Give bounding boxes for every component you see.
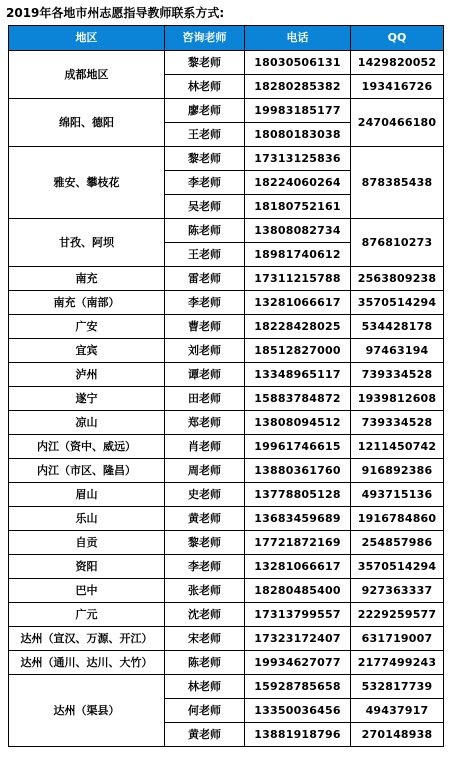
table-row (9, 675, 444, 699)
teacher-cell: 沈老师 (165, 603, 245, 627)
qq-cell: 532817739 (351, 675, 444, 699)
qq-cell: 2563809238 (351, 267, 444, 291)
phone-cell: 18228428025 (245, 315, 351, 339)
teacher-cell: 李老师 (165, 291, 245, 315)
table-row (9, 531, 444, 555)
table-row (9, 435, 444, 459)
phone-cell: 17311215788 (245, 267, 351, 291)
phone-cell: 18280485400 (245, 579, 351, 603)
qq-cell: 1429820052 (351, 51, 444, 75)
qq-cell: 254857986 (351, 531, 444, 555)
region-cell: 绵阳、德阳 (9, 99, 165, 147)
table-row (9, 363, 444, 387)
phone-cell: 18224060264 (245, 171, 351, 195)
qq-cell: 493715136 (351, 483, 444, 507)
phone-cell: 13881918796 (245, 723, 351, 747)
region-cell: 乐山 (9, 507, 165, 531)
table-row (9, 51, 444, 75)
phone-cell: 13778805128 (245, 483, 351, 507)
region-cell: 凉山 (9, 411, 165, 435)
header-qq: QQ (351, 26, 444, 51)
qq-cell: 2470466180 (351, 99, 444, 147)
teacher-cell: 陈老师 (165, 219, 245, 243)
qq-cell: 2229259577 (351, 603, 444, 627)
table-row (9, 483, 444, 507)
teacher-cell: 何老师 (165, 699, 245, 723)
table-row (9, 99, 444, 123)
table-body (9, 51, 444, 747)
region-cell: 眉山 (9, 483, 165, 507)
qq-cell: 876810273 (351, 219, 444, 267)
table-row (9, 603, 444, 627)
teacher-cell: 宋老师 (165, 627, 245, 651)
qq-cell: 739334528 (351, 411, 444, 435)
table-row (9, 411, 444, 435)
qq-cell: 49437917 (351, 699, 444, 723)
page-title: 2019年各地市州志愿指导教师联系方式: (6, 6, 225, 20)
phone-cell: 13880361760 (245, 459, 351, 483)
teacher-cell: 黎老师 (165, 51, 245, 75)
region-cell: 达州（宣汉、万源、开江） (9, 627, 165, 651)
table-row (9, 507, 444, 531)
region-cell: 南充 (9, 267, 165, 291)
phone-cell: 18981740612 (245, 243, 351, 267)
phone-cell: 19961746615 (245, 435, 351, 459)
teacher-cell: 肖老师 (165, 435, 245, 459)
region-cell: 巴中 (9, 579, 165, 603)
qq-cell: 270148938 (351, 723, 444, 747)
region-cell: 成都地区 (9, 51, 165, 99)
table-row (9, 219, 444, 243)
region-cell: 达州（渠县） (9, 675, 165, 747)
qq-cell: 916892386 (351, 459, 444, 483)
teacher-cell: 吴老师 (165, 195, 245, 219)
phone-cell: 15928785658 (245, 675, 351, 699)
phone-cell: 19983185177 (245, 99, 351, 123)
phone-cell: 13348965117 (245, 363, 351, 387)
header-phone: 电话 (245, 26, 351, 51)
table-row (9, 459, 444, 483)
phone-cell: 13808082734 (245, 219, 351, 243)
qq-cell: 927363337 (351, 579, 444, 603)
teacher-cell: 张老师 (165, 579, 245, 603)
qq-cell: 739334528 (351, 363, 444, 387)
qq-cell: 97463194 (351, 339, 444, 363)
region-cell: 内江（资中、威远） (9, 435, 165, 459)
header-teacher: 咨询老师 (165, 26, 245, 51)
qq-cell: 3570514294 (351, 555, 444, 579)
table-row (9, 627, 444, 651)
qq-cell: 631719007 (351, 627, 444, 651)
teacher-cell: 曹老师 (165, 315, 245, 339)
phone-cell: 17313125836 (245, 147, 351, 171)
phone-cell: 18030506131 (245, 51, 351, 75)
phone-cell: 15883784872 (245, 387, 351, 411)
qq-cell: 193416726 (351, 75, 444, 99)
phone-cell: 18280285382 (245, 75, 351, 99)
region-cell: 内江（市区、隆昌） (9, 459, 165, 483)
phone-cell: 13683459689 (245, 507, 351, 531)
table-row (9, 315, 444, 339)
qq-cell: 534428178 (351, 315, 444, 339)
teacher-cell: 陈老师 (165, 651, 245, 675)
table-row (9, 339, 444, 363)
table-row (9, 267, 444, 291)
phone-cell: 13281066617 (245, 555, 351, 579)
region-cell: 雅安、攀枝花 (9, 147, 165, 219)
table-row (9, 147, 444, 171)
region-cell: 自贡 (9, 531, 165, 555)
contacts-table (8, 25, 444, 747)
teacher-cell: 李老师 (165, 555, 245, 579)
region-cell: 资阳 (9, 555, 165, 579)
phone-cell: 17323172407 (245, 627, 351, 651)
teacher-cell: 李老师 (165, 171, 245, 195)
phone-cell: 17313799557 (245, 603, 351, 627)
teacher-cell: 林老师 (165, 75, 245, 99)
phone-cell: 17721872169 (245, 531, 351, 555)
teacher-cell: 黄老师 (165, 723, 245, 747)
table-row (9, 579, 444, 603)
teacher-cell: 刘老师 (165, 339, 245, 363)
phone-cell: 13808094512 (245, 411, 351, 435)
table-row (9, 291, 444, 315)
region-cell: 广元 (9, 603, 165, 627)
teacher-cell: 黎老师 (165, 531, 245, 555)
qq-cell: 878385438 (351, 147, 444, 219)
phone-cell: 13350036456 (245, 699, 351, 723)
phone-cell: 18180752161 (245, 195, 351, 219)
header-region: 地区 (9, 26, 165, 51)
region-cell: 遂宁 (9, 387, 165, 411)
teacher-cell: 周老师 (165, 459, 245, 483)
teacher-cell: 雷老师 (165, 267, 245, 291)
phone-cell: 18512827000 (245, 339, 351, 363)
teacher-cell: 王老师 (165, 243, 245, 267)
teacher-cell: 田老师 (165, 387, 245, 411)
region-cell: 达州（通川、达川、大竹） (9, 651, 165, 675)
table-row (9, 387, 444, 411)
qq-cell: 1939812608 (351, 387, 444, 411)
teacher-cell: 谭老师 (165, 363, 245, 387)
region-cell: 宜宾 (9, 339, 165, 363)
table-row (9, 651, 444, 675)
phone-cell: 19934627077 (245, 651, 351, 675)
region-cell: 南充（南部） (9, 291, 165, 315)
region-cell: 广安 (9, 315, 165, 339)
region-cell: 泸州 (9, 363, 165, 387)
teacher-cell: 黄老师 (165, 507, 245, 531)
teacher-cell: 王老师 (165, 123, 245, 147)
teacher-cell: 黎老师 (165, 147, 245, 171)
teacher-cell: 廖老师 (165, 99, 245, 123)
qq-cell: 1916784860 (351, 507, 444, 531)
qq-cell: 2177499243 (351, 651, 444, 675)
teacher-cell: 史老师 (165, 483, 245, 507)
teacher-cell: 郑老师 (165, 411, 245, 435)
qq-cell: 3570514294 (351, 291, 444, 315)
phone-cell: 13281066617 (245, 291, 351, 315)
table-row (9, 555, 444, 579)
qq-cell: 1211450742 (351, 435, 444, 459)
teacher-cell: 林老师 (165, 675, 245, 699)
phone-cell: 18080183038 (245, 123, 351, 147)
region-cell: 甘孜、阿坝 (9, 219, 165, 267)
table-header-row (9, 26, 444, 51)
